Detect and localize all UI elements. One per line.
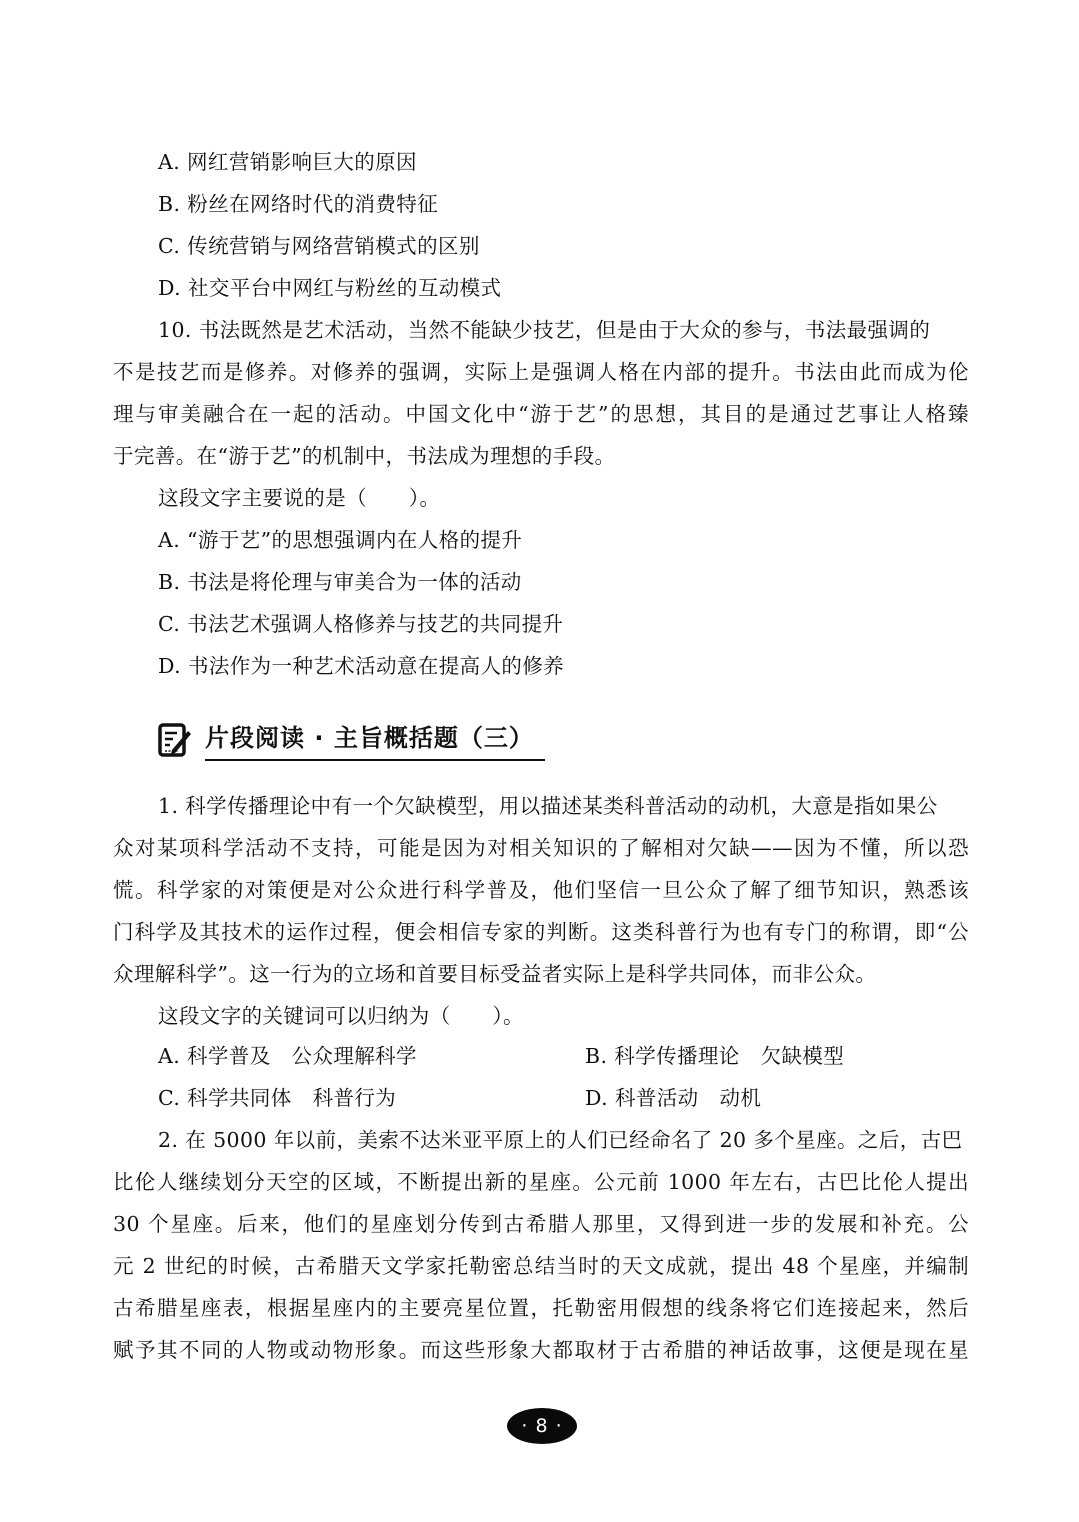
q1-passage-line: 慌。科学家的对策便是对公众进行科学普及，他们坚信一旦公众了解了细节知识，熟悉该 [113, 878, 969, 902]
q10-option-b: B. 书法是将伦理与审美合为一体的活动 [158, 570, 522, 594]
q10-question: 这段文字主要说的是（ ）。 [158, 486, 441, 510]
q10-option-a: A. “游于艺”的思想强调内在人格的提升 [158, 528, 523, 552]
q9-option-a: A. 网红营销影响巨大的原因 [158, 150, 417, 174]
q1-passage-line: 众理解科学”。这一行为的立场和首要目标受益者实际上是科学共同体，而非公众。 [113, 962, 877, 986]
section-title: 片段阅读 · 主旨概括题（三） [205, 724, 534, 752]
q1-option-a: A. 科学普及 公众理解科学 [158, 1044, 417, 1068]
q2-passage-line: 赋予其不同的人物或动物形象。而这些形象大都取材于古希腊的神话故事，这便是现在星 [113, 1338, 969, 1362]
q9-option-b: B. 粉丝在网络时代的消费特征 [158, 192, 439, 216]
q10-option-c: C. 书法艺术强调人格修养与技艺的共同提升 [158, 612, 564, 636]
q9-option-c: C. 传统营销与网络营销模式的区别 [158, 234, 480, 258]
q1-option-d: D. 科普活动 动机 [585, 1086, 762, 1110]
edit-note-icon [158, 722, 192, 758]
q2-passage-line: 元 2 世纪的时候，古希腊天文学家托勒密总结当时的天文成就，提出 48 个星座，并编制 [113, 1254, 969, 1278]
q1-question: 这段文字的关键词可以归纳为（ ）。 [158, 1004, 524, 1028]
q10-option-d: D. 书法作为一种艺术活动意在提高人的修养 [158, 654, 565, 678]
section-underline [205, 759, 545, 761]
q10-passage-line: 10. 书法既然是艺术活动，当然不能缺少技艺，但是由于大众的参与，书法最强调的 [158, 318, 931, 342]
q10-passage-line: 理与审美融合在一起的活动。中国文化中“游于艺”的思想，其目的是通过艺事让人格臻 [113, 402, 969, 426]
q9-option-d: D. 社交平台中网红与粉丝的互动模式 [158, 276, 502, 300]
q1-option-c: C. 科学共同体 科普行为 [158, 1086, 397, 1110]
q2-passage-line: 2. 在 5000 年以前，美索不达米亚平原上的人们已经命名了 20 多个星座。之后，古巴 [158, 1128, 963, 1152]
section-heading [158, 718, 558, 764]
q1-option-b: B. 科学传播理论 欠缺模型 [585, 1044, 845, 1068]
q10-passage-line: 不是技艺而是修养。对修养的强调，实际上是强调人格在内部的提升。书法由此而成为伦 [113, 360, 969, 384]
q10-passage-line: 于完善。在“游于艺”的机制中，书法成为理想的手段。 [113, 444, 616, 468]
page-number-badge: · 8 · [507, 1408, 577, 1444]
q2-passage-line: 古希腊星座表，根据星座内的主要亮星位置，托勒密用假想的线条将它们连接起来，然后 [113, 1296, 969, 1320]
q2-passage-line: 比伦人继续划分天空的区域，不断提出新的星座。公元前 1000 年左右，古巴比伦人提出 [113, 1170, 969, 1194]
q1-passage-line: 1. 科学传播理论中有一个欠缺模型，用以描述某类科普活动的动机，大意是指如果公 [158, 794, 938, 818]
q2-passage-line: 30 个星座。后来，他们的星座划分传到古希腊人那里，又得到进一步的发展和补充。公 [113, 1212, 969, 1236]
q1-passage-line: 众对某项科学活动不支持，可能是因为对相关知识的了解相对欠缺——因为不懂，所以恐 [113, 836, 969, 860]
q1-passage-line: 门科学及其技术的运作过程，便会相信专家的判断。这类科普行为也有专门的称谓，即“公 [113, 920, 969, 944]
